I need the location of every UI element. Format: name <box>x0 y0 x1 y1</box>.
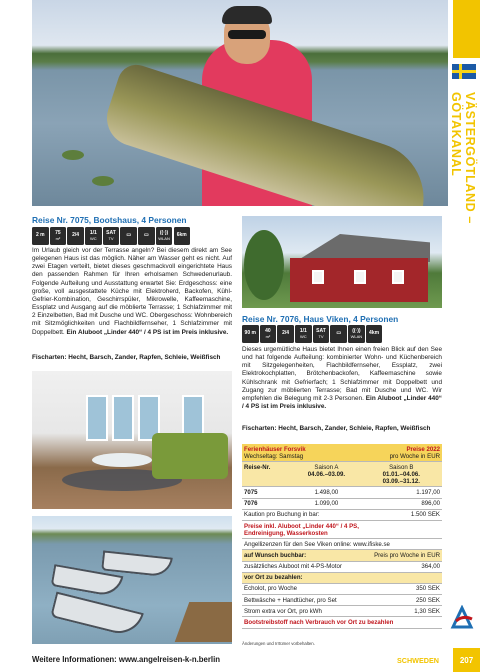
amenity-icon-sublabel: TV <box>318 334 324 339</box>
row-nr: 7075 <box>242 487 292 498</box>
row-season-a: 1.099,00 <box>292 498 360 509</box>
deposit-label: Kaution pro Buchung in bar: <box>242 509 361 520</box>
season-a-dates: 04.06.–03.09. <box>307 470 346 478</box>
on-site-item-value: 250 SEK <box>361 595 442 606</box>
season-b-dates-1: 01.01.–04.06. <box>382 470 420 478</box>
amenity-icon-label: 6km <box>176 232 187 239</box>
on-site-label: vor Ort zu bezahlen: <box>242 572 442 583</box>
swedish-flag-icon <box>452 64 476 79</box>
trip1-description <box>32 247 232 337</box>
amenity-icon-label: SAT <box>316 327 326 334</box>
trip1-fish-species: Fischarten: Hecht, Barsch, Zander, Rapfen, Schleie, Weißfisch <box>32 354 221 361</box>
amenity-icon <box>120 227 137 245</box>
table-title: Ferienhäuser Forsvik <box>244 445 306 453</box>
amenity-icon <box>348 325 365 343</box>
license-row <box>242 539 442 550</box>
amenity-icon-label: ▭ <box>144 232 149 239</box>
amenity-icon-label: 2 m <box>35 232 45 239</box>
amenity-icon-label: 2/4 <box>72 232 80 239</box>
table-row <box>242 583 442 594</box>
trip1-text: Im Urlaub gleich vor der Terrasse angeln? Bei diesem direkt am See gelegenen Haus ist das möglich. Näher am Wasser geht es nicht. Auf zwei Etagen verteilt, bietet dieses geschmackvoll eingerichtete Haus den passenden Rahmen für Ihren erholsamen Schwedenurlaub. Folgende Aufteilung und Ausstattung erwartet Sie: Erdgeschoss: eine große, voll ausgestattete Küche mit Elektroherd, Backofen, Kühl-Gefrier-Kombination, Geschirrspüler, Mikrowelle, Kaffeemaschine, Essplatz und Ausgang auf die möblierte Terrasse; 1 Schlafzimmer mit 2 Einzelbetten, Bad mit Dusche und WC. Obergeschoss: Wohnbereich mit Sitzmöglichkeiten und Flachbildfernseher, 1 Schlafzimmer mit Doppelbett. <box>32 247 232 336</box>
table-header-row <box>242 462 442 487</box>
fuel-row <box>242 617 442 628</box>
amenity-icon <box>156 227 173 245</box>
amenity-icon <box>277 325 294 343</box>
amenity-icon-label: 1/1 <box>89 229 97 236</box>
col-reise-nr: Reise-Nr. <box>242 462 292 487</box>
amenity-icon <box>313 325 330 343</box>
side-gold-tab <box>453 0 480 58</box>
trip1-heading: Reise Nr. 7075, Bootshaus, 4 Personen <box>32 215 187 225</box>
rowboats-photo <box>32 516 232 644</box>
amenity-icon-label: 40 <box>265 327 271 334</box>
on-demand-value: Preis pro Woche in EUR <box>361 550 442 561</box>
on-site-item-value: 1,30 SEK <box>361 606 442 617</box>
row-season-b: 1.197,00 <box>361 487 442 498</box>
prices-unit: pro Woche in EUR <box>389 452 440 460</box>
extra-boat-value: 364,00 <box>361 561 442 572</box>
deposit-value: 1.500 SEK <box>361 509 442 520</box>
license-label: Angellizenzen für den See Viken online: www.ifiske.se <box>242 539 442 550</box>
on-demand-label: auf Wunsch buchbar: <box>242 550 361 561</box>
on-site-item-label: Strom extra vor Ort, pro kWh <box>242 606 361 617</box>
extra-boat-row <box>242 561 442 572</box>
trip2-amenity-icons <box>242 325 382 343</box>
season-a-label: Saison A <box>314 463 339 471</box>
season-b-label: Saison B <box>389 463 414 471</box>
table-subtitle: Wechseltag: Samstag <box>244 452 304 460</box>
amenity-icon-sublabel: WC <box>89 236 97 241</box>
amenity-icon-label: 75 <box>55 229 61 236</box>
row-nr: 7076 <box>242 498 292 509</box>
amenity-icon <box>260 325 277 343</box>
amenity-icon <box>32 227 49 245</box>
amenity-icon <box>67 227 84 245</box>
page-number: 207 <box>453 648 480 672</box>
footer-more-info-link[interactable]: Weitere Informationen: www.angelreisen-k-n.berlin <box>32 655 221 664</box>
angler-with-pike-photo <box>32 0 448 206</box>
amenity-icon <box>295 325 312 343</box>
on-site-item-value: 350 SEK <box>361 583 442 594</box>
row-season-b: 896,00 <box>361 498 442 509</box>
amenity-icon-label: ▭ <box>126 232 132 239</box>
prices-year: Preise 2022 <box>406 445 440 453</box>
amenity-icon-label: ((·)) <box>159 229 169 236</box>
amenity-icon <box>174 227 191 245</box>
on-site-row <box>242 572 442 583</box>
table-row <box>242 487 442 498</box>
inclusive-row <box>242 520 442 538</box>
extra-boat-label: zusätzliches Aluboot mit 4-PS-Motor <box>242 561 361 572</box>
trip2-text: Dieses urgemütliche Haus bietet Ihnen einen freien Blick auf den See und hat folgende Aufteilung: kombinierter Wohn- und Küchenbereich mit Sitzgelegenheiten, Flachbildfernseher, Essplatz, zwei Elektrokochplatten, Brötchenbackofen, Kaffeemaschine sowie Kühlschrank mit Gefrierfach; 1 Schlafzimmer mit Doppelbett und Zugang zur möblierten Terrasse; Bad mit Dusche und WC. Wir empfehlen die Belegung mit 2-3 Personen. <box>242 346 442 402</box>
on-demand-row <box>242 550 442 561</box>
amenity-icon <box>366 325 383 343</box>
on-site-item-label: Bettwäsche + Handtücher, pro Set <box>242 595 361 606</box>
price-table <box>242 444 442 629</box>
trip2-description <box>242 346 442 411</box>
amenity-icon <box>50 227 67 245</box>
inclusive-line-1: Preise inkl. Aluboot „Linder 440“ / 4 PS, <box>244 522 359 530</box>
amenity-icon <box>138 227 155 245</box>
amenity-icon-sublabel: WLAN <box>158 236 170 241</box>
amenity-icon <box>85 227 102 245</box>
amenity-icon-label: 2/4 <box>282 330 290 337</box>
table-row <box>242 606 442 617</box>
amenity-icon-label: 4km <box>369 330 380 337</box>
amenity-icon-sublabel: m² <box>265 334 271 339</box>
amenity-icon-label: 90 m <box>244 330 256 337</box>
row-season-a: 1.498,00 <box>292 487 360 498</box>
inclusive-line-2: Endreinigung, Wasserkosten <box>244 529 328 537</box>
living-room-photo <box>32 371 232 509</box>
table-title-row <box>242 444 442 462</box>
amenity-icon-sublabel: TV <box>108 236 114 241</box>
deposit-row <box>242 509 442 520</box>
on-site-item-label: Echolot, pro Woche <box>242 583 361 594</box>
trip2-heading: Reise Nr. 7076, Haus Viken, 4 Personen <box>242 314 399 324</box>
amenity-icon-label: SAT <box>106 229 116 236</box>
season-b-dates-2: 03.09.–31.12. <box>382 477 420 485</box>
red-cabin-photo <box>242 216 442 308</box>
amenity-icon-label: 1/1 <box>299 327 307 334</box>
amenity-icon-label: ((·)) <box>352 327 361 334</box>
amenity-icon-sublabel: WC <box>299 334 307 339</box>
table-row <box>242 498 442 509</box>
company-logo-icon <box>450 605 476 631</box>
amenity-icon <box>242 325 259 343</box>
fuel-label: Bootstreibstoff nach Verbrauch vor Ort zu bezahlen <box>242 617 442 628</box>
amenity-icon-label: ▭ <box>336 330 342 337</box>
region-title: VÄSTERGÖTLAND – GÖTAKANAL <box>449 92 477 224</box>
trip2-boat-note: Ein Aluboot „Linder 440“ / 4 PS ist im Preis inklusive. <box>242 394 442 411</box>
trip2-fish-species: Fischarten: Hecht, Barsch, Zander, Schleie, Rapfen, Weißfisch <box>242 425 431 432</box>
trip1-amenity-icons <box>32 227 190 245</box>
footer-country: SCHWEDEN <box>397 656 439 665</box>
amenity-icon <box>103 227 120 245</box>
amenity-icon-sublabel: m² <box>55 236 61 241</box>
table-row <box>242 595 442 606</box>
trip1-boat-note: Ein Aluboot „Linder 440“ / 4 PS ist im Preis inklusive. <box>66 328 229 336</box>
amenity-icon-sublabel: WLAN <box>350 334 363 339</box>
footnote: Änderungen und Irrtümer vorbehalten. <box>242 641 315 646</box>
amenity-icon <box>330 325 347 343</box>
